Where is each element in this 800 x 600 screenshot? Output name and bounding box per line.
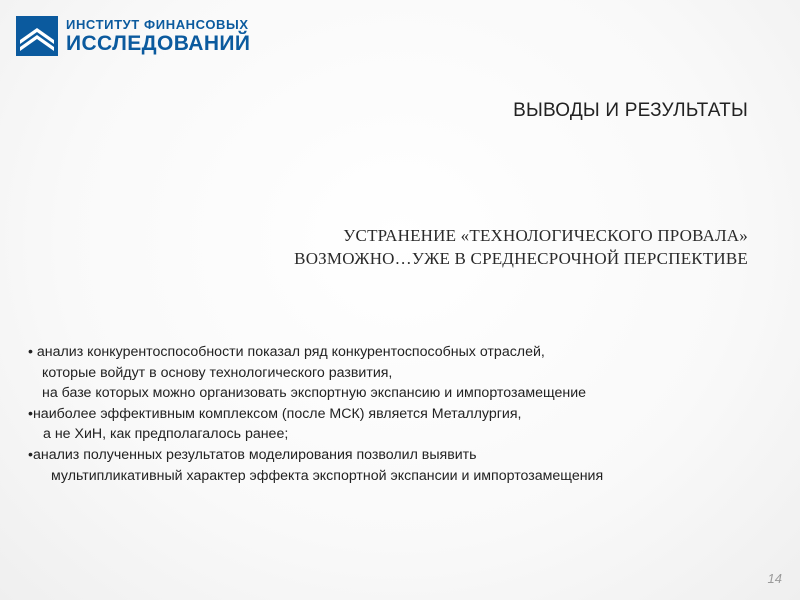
bullet-line: •наиболее эффективным комплексом (после МСК) является Металлургия, [28, 405, 522, 422]
bullet-item [28, 342, 768, 404]
bullet-item [28, 404, 768, 445]
bullet-line: на базе которых можно организовать экспортную экспансию и импортозамещение [42, 385, 587, 402]
bullet-line: • анализ конкурентоспособности показал ряд конкурентоспособных отраслей, [28, 344, 545, 360]
building-roof-icon [16, 16, 58, 56]
bullet-item [28, 445, 768, 486]
logo [16, 12, 276, 64]
logo-line-1: ИНСТИТУТ ФИНАНСОВЫХ [66, 17, 249, 32]
subtitle [188, 224, 748, 270]
bullet-line: мультипликативный характер эффекта экспортной экспансии и импортозамещения [51, 467, 604, 484]
bullet-line: •анализ полученных результатов моделирования позволил выявить [28, 446, 477, 463]
bullet-list [28, 342, 768, 486]
page-title: ВЫВОДЫ И РЕЗУЛЬТАТЫ [513, 100, 748, 121]
bullet-line: которые войдут в основу технологического развития, [42, 364, 393, 381]
bullet-line: а не ХиН, как предполагалось ранее; [43, 426, 289, 443]
subtitle-line-2: ВОЗМОЖНО…УЖЕ В СРЕДНЕСРОЧНОЙ ПЕРСПЕКТИВЕ [294, 249, 748, 268]
logo-text [66, 18, 250, 56]
subtitle-line-1: УСТРАНЕНИЕ «ТЕХНОЛОГИЧЕСКОГО ПРОВАЛА» [343, 226, 748, 245]
page-number: 14 [767, 571, 782, 586]
logo-line-2: ИССЛЕДОВАНИЙ [66, 32, 251, 55]
